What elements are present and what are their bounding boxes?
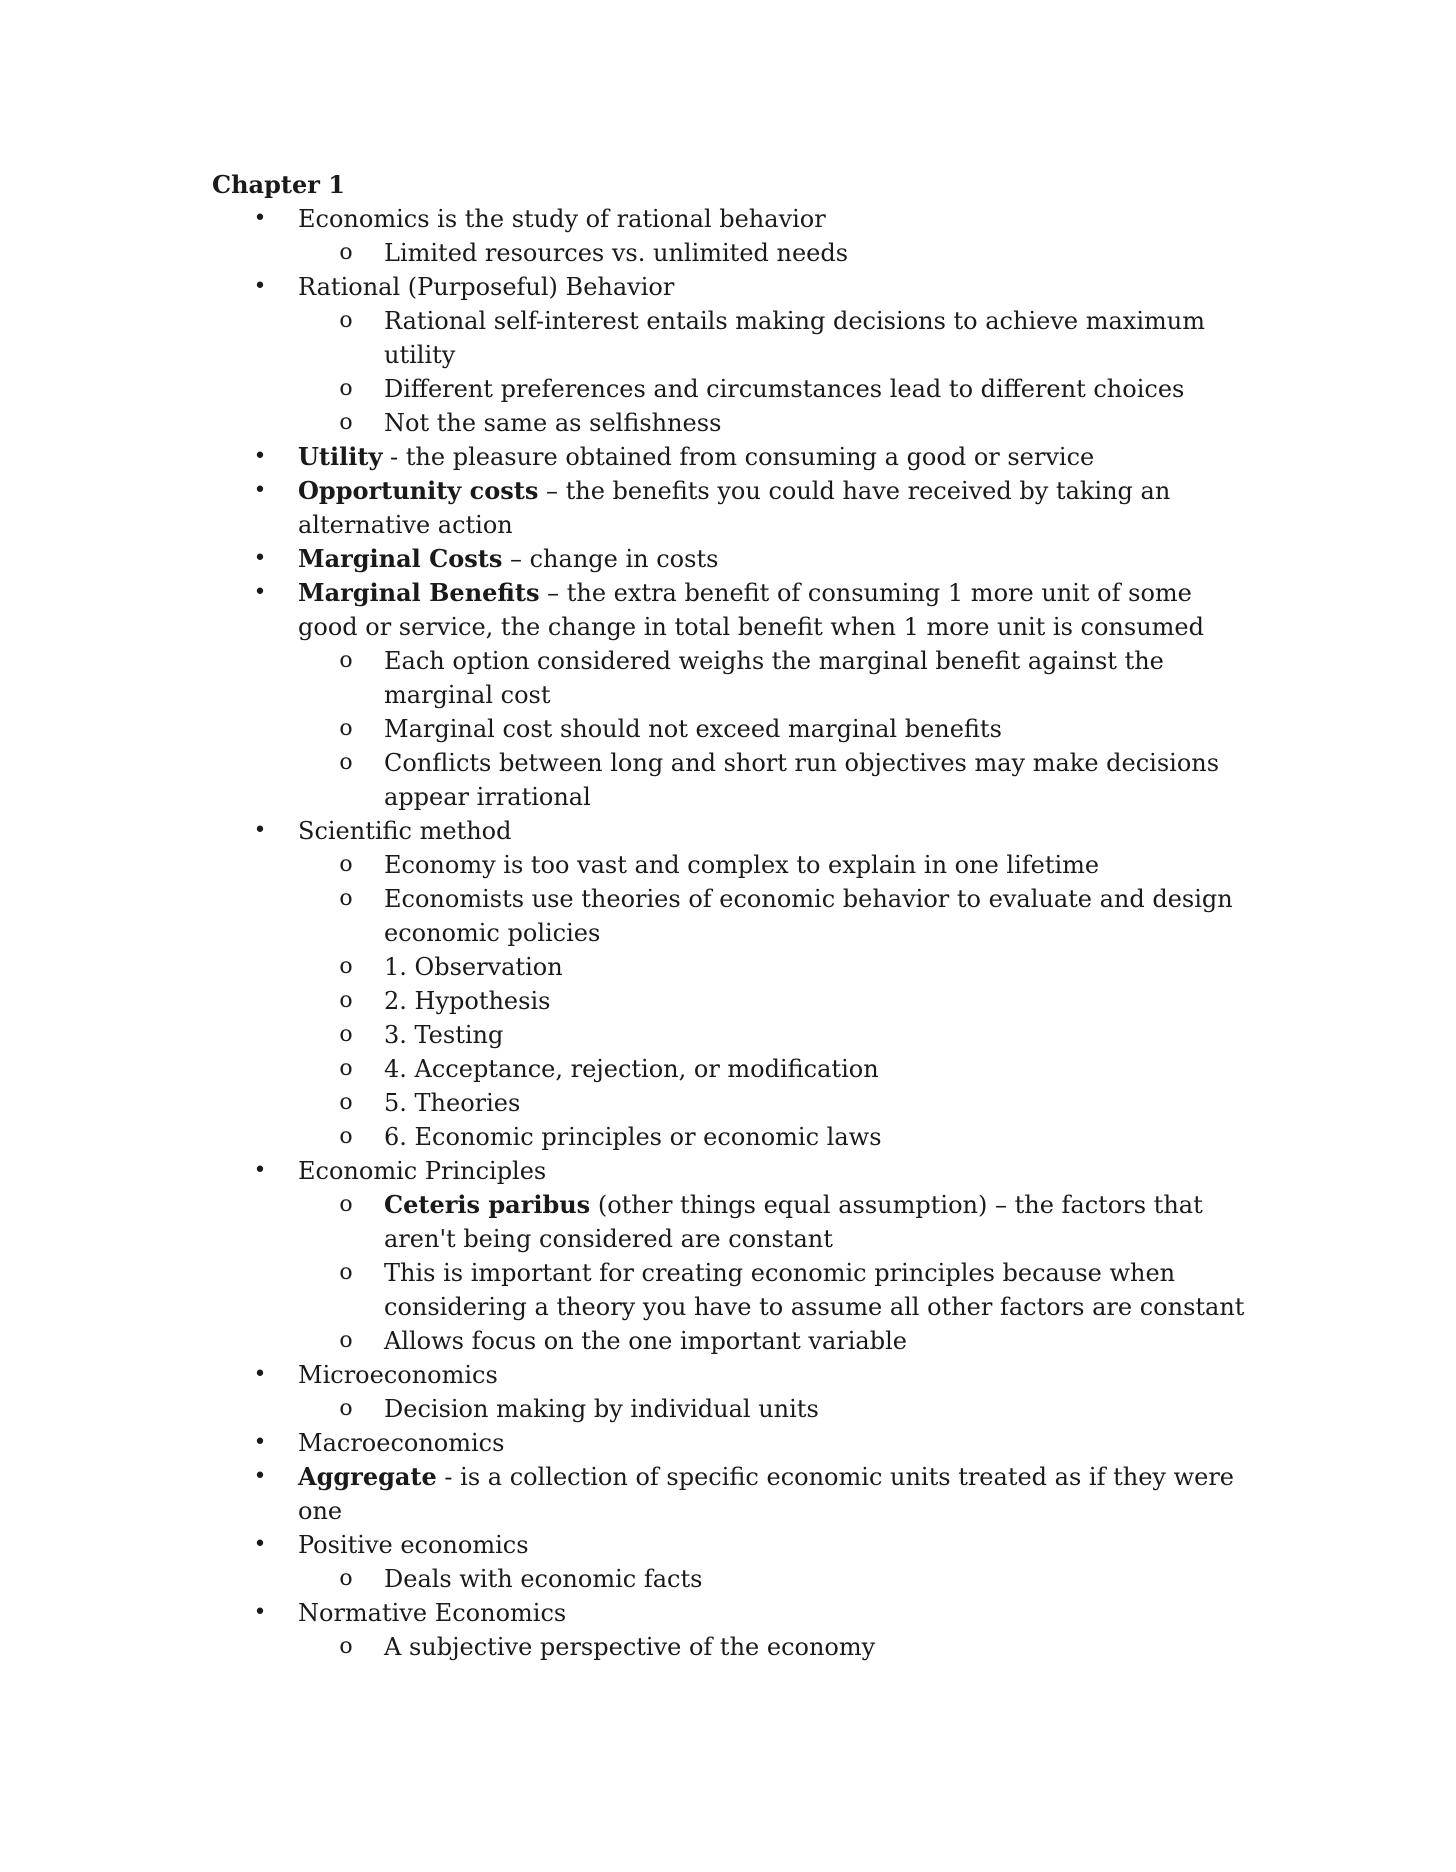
- sub-item: [212, 1086, 1252, 1120]
- sub-item: [212, 950, 1252, 984]
- document-content: [212, 168, 1252, 1664]
- circle-bullet-icon: o: [339, 954, 353, 979]
- circle-bullet-icon: o: [339, 1090, 353, 1115]
- circle-bullet-icon: o: [339, 410, 353, 435]
- term-label: Marginal Benefits: [298, 578, 540, 607]
- sub-item-text: This is important for creating economic principles because when considering a theory you have to assume all other factors are constant: [384, 1259, 1245, 1321]
- sub-item: [212, 746, 1252, 814]
- outline-item: [212, 440, 1252, 474]
- definition-text: Macroeconomics: [298, 1429, 505, 1457]
- circle-bullet-icon: o: [339, 1328, 353, 1353]
- bullet-icon: •: [253, 478, 267, 503]
- sub-item-text: Allows focus on the one important variable: [384, 1327, 907, 1355]
- outline-item-text: [298, 477, 1170, 539]
- sub-item-text: Not the same as selfishness: [384, 409, 722, 437]
- circle-bullet-icon: o: [339, 376, 353, 401]
- sub-item: [212, 1188, 1252, 1256]
- sub-item-text: (other things equal assumption) – the factors that aren't being considered are constant: [384, 1191, 1203, 1253]
- circle-bullet-icon: o: [339, 240, 353, 265]
- outline-list: [212, 202, 1252, 1664]
- bullet-icon: •: [253, 1464, 267, 1489]
- circle-bullet-icon: o: [339, 1192, 353, 1217]
- definition-text: Economics is the study of rational behavior: [298, 205, 826, 233]
- definition-text: Economic Principles: [298, 1157, 547, 1185]
- circle-bullet-icon: o: [339, 648, 353, 673]
- bullet-icon: •: [253, 580, 267, 605]
- sub-item: [212, 984, 1252, 1018]
- outline-item: [212, 474, 1252, 542]
- sub-item-text: Economists use theories of economic behavior to evaluate and design economic policies: [384, 885, 1233, 947]
- outline-item-text: [298, 545, 718, 573]
- outline-item: [212, 814, 1252, 1154]
- circle-bullet-icon: o: [339, 750, 353, 775]
- bullet-icon: •: [253, 1362, 267, 1387]
- definition-text: Microeconomics: [298, 1361, 498, 1389]
- outline-item: [212, 542, 1252, 576]
- sub-item-text: Decision making by individual units: [384, 1395, 819, 1423]
- bullet-icon: •: [253, 1600, 267, 1625]
- sub-item-text: 3. Testing: [384, 1021, 504, 1049]
- sub-item: [212, 848, 1252, 882]
- outline-item: [212, 270, 1252, 440]
- definition-text: Rational (Purposeful) Behavior: [298, 273, 675, 301]
- outline-item: [212, 1460, 1252, 1528]
- outline-item: [212, 1596, 1252, 1664]
- term-label: Ceteris paribus: [384, 1190, 591, 1219]
- term-label: Opportunity costs: [298, 476, 539, 505]
- sub-item: [212, 406, 1252, 440]
- sub-item-text: Marginal cost should not exceed marginal benefits: [384, 715, 1002, 743]
- bullet-icon: •: [253, 1532, 267, 1557]
- outline-item-text: [298, 205, 826, 233]
- sub-item: [212, 1120, 1252, 1154]
- outline-item-text: [298, 1531, 529, 1559]
- sub-item-text: 2. Hypothesis: [384, 987, 551, 1015]
- outline-item-text: [298, 1361, 498, 1389]
- outline-item: [212, 1154, 1252, 1358]
- bullet-icon: •: [253, 546, 267, 571]
- bullet-icon: •: [253, 1158, 267, 1183]
- outline-item-text: [298, 1429, 504, 1457]
- definition-text: Positive economics: [298, 1531, 529, 1559]
- sub-item: [212, 1630, 1252, 1664]
- sub-list: [298, 644, 1252, 814]
- definition-text: - the pleasure obtained from consuming a good or service: [382, 443, 1095, 471]
- outline-item: [212, 202, 1252, 270]
- sub-item: [212, 1256, 1252, 1324]
- sub-item-text: 4. Acceptance, rejection, or modification: [384, 1055, 879, 1083]
- term-label: Marginal Costs: [298, 544, 503, 573]
- sub-item-text: 5. Theories: [384, 1089, 521, 1117]
- bullet-icon: •: [253, 818, 267, 843]
- sub-item-text: Rational self-interest entails making decisions to achieve maximum utility: [384, 307, 1205, 369]
- outline-item: [212, 1426, 1252, 1460]
- definition-text: – change in costs: [502, 545, 719, 573]
- definition-text: – the extra benefit of consuming 1 more unit of some good or service, the change in total benefit when 1 more unit is consumed: [298, 579, 1204, 641]
- bullet-icon: •: [253, 274, 267, 299]
- sub-item-text: 6. Economic principles or economic laws: [384, 1123, 882, 1151]
- outline-item-text: [298, 273, 674, 301]
- sub-item: [212, 644, 1252, 712]
- sub-item: [212, 1562, 1252, 1596]
- definition-text: Scientific method: [298, 817, 512, 845]
- term-label: Utility: [298, 442, 383, 471]
- outline-item-text: [298, 579, 1204, 641]
- bullet-icon: •: [253, 1430, 267, 1455]
- sub-item-text: Different preferences and circumstances lead to different choices: [384, 375, 1185, 403]
- circle-bullet-icon: o: [339, 1056, 353, 1081]
- bullet-icon: •: [253, 444, 267, 469]
- sub-item: [212, 712, 1252, 746]
- outline-item-text: [298, 1157, 546, 1185]
- circle-bullet-icon: o: [339, 716, 353, 741]
- term-label: Aggregate: [298, 1462, 437, 1491]
- sub-item: [212, 236, 1252, 270]
- definition-text: Normative Economics: [298, 1599, 567, 1627]
- sub-item-text: A subjective perspective of the economy: [384, 1633, 876, 1661]
- sub-list: [298, 1392, 1252, 1426]
- sub-item-text: Limited resources vs. unlimited needs: [384, 239, 849, 267]
- sub-item: [212, 1052, 1252, 1086]
- sub-list: [298, 304, 1252, 440]
- outline-item: [212, 1528, 1252, 1596]
- definition-text: – the benefits you could have received by taking an alternative action: [298, 477, 1171, 539]
- circle-bullet-icon: o: [339, 1124, 353, 1149]
- sub-list: [298, 1188, 1252, 1358]
- sub-item: [212, 882, 1252, 950]
- outline-item-text: [298, 443, 1094, 471]
- circle-bullet-icon: o: [339, 1022, 353, 1047]
- sub-list: [298, 236, 1252, 270]
- bullet-icon: •: [253, 206, 267, 231]
- sub-item: [212, 372, 1252, 406]
- circle-bullet-icon: o: [339, 1260, 353, 1285]
- circle-bullet-icon: o: [339, 886, 353, 911]
- outline-item-text: [298, 817, 512, 845]
- sub-item-text: Deals with economic facts: [384, 1565, 703, 1593]
- outline-item-text: [298, 1599, 566, 1627]
- sub-item: [212, 1018, 1252, 1052]
- sub-list: [298, 1630, 1252, 1664]
- circle-bullet-icon: o: [339, 1634, 353, 1659]
- sub-list: [298, 848, 1252, 1154]
- sub-item-text: Economy is too vast and complex to explain in one lifetime: [384, 851, 1100, 879]
- circle-bullet-icon: o: [339, 988, 353, 1013]
- circle-bullet-icon: o: [339, 852, 353, 877]
- sub-item-text: Each option considered weighs the marginal benefit against the marginal cost: [384, 647, 1164, 709]
- outline-item: [212, 1358, 1252, 1426]
- circle-bullet-icon: o: [339, 1566, 353, 1591]
- sub-item: [212, 304, 1252, 372]
- sub-item: [212, 1324, 1252, 1358]
- sub-item-text: Conflicts between long and short run objectives may make decisions appear irrational: [384, 749, 1220, 811]
- outline-item: [212, 576, 1252, 814]
- outline-item-text: [298, 1463, 1234, 1525]
- circle-bullet-icon: o: [339, 308, 353, 333]
- definition-text: - is a collection of specific economic units treated as if they were one: [298, 1463, 1235, 1525]
- sub-list: [298, 1562, 1252, 1596]
- circle-bullet-icon: o: [339, 1396, 353, 1421]
- sub-item: [212, 1392, 1252, 1426]
- chapter-title: Chapter 1: [212, 170, 345, 199]
- sub-item-text: 1. Observation: [384, 953, 563, 981]
